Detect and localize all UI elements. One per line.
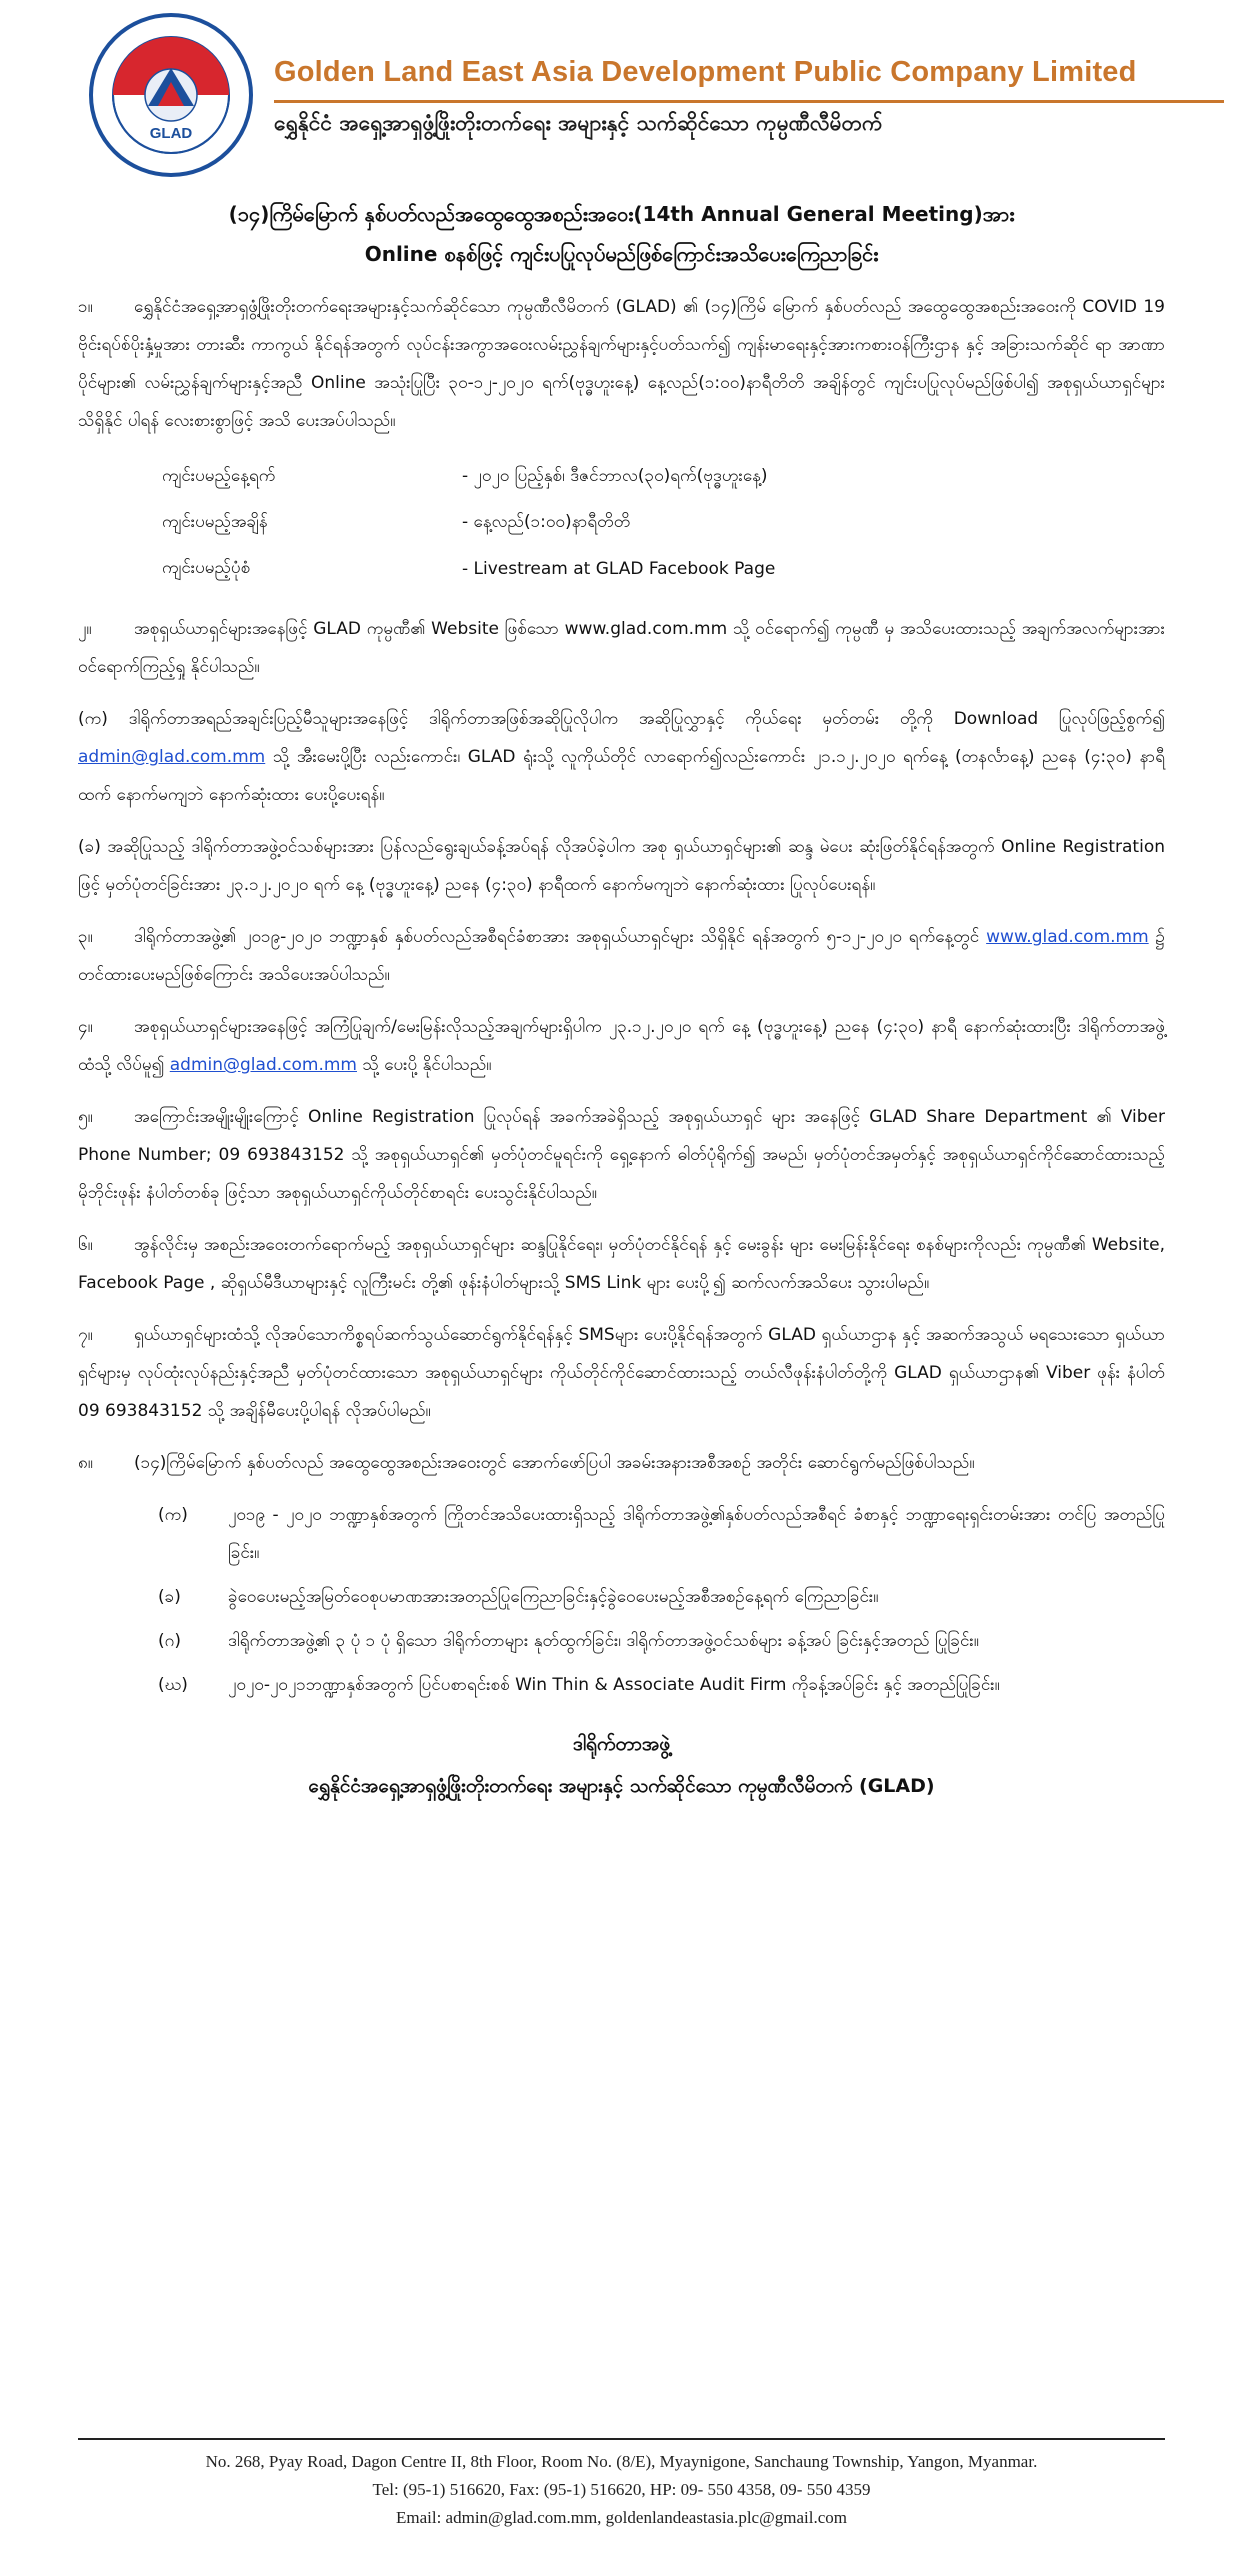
- signature-company: ရွှေနိုင်ငံအရှေ့အာရှဖွံ့ဖြိုးတိုးတက်ရေး အများနှင့် သက်ဆိုင်သော ကုမ္ပဏီလီမိတက် (GLAD): [308, 1775, 935, 1797]
- paragraph-text: အကြောင်းအမျိုးမျိုးကြောင့် Online Registration ပြုလုပ်ရန် အခက်အခဲရှိသည့် အစုရှယ်ယာရှင် များ အနေဖြင့် GLAD Share Department ၏ Viber Phone Number; 09 693843152 သို့ အစုရှယ်ယာရှင်၏ မှတ်ပုံတင်မူရင်းကို ရှေ့နောက် ဓါတ်ပုံရိုက်၍ အမည်၊ မှတ်ပုံတင်အမှတ်နှင့် အစုရှယ်ယာရှင်ကိုင်ဆောင်ထားသည့် မိုဘိုင်းဖုန်း နံပါတ်တစ်ခု ဖြင့်သာ အစုရှယ်ယာရှင်ကိုယ်တိုင်စာရင်း ပေးသွင်းနိုင်ပါသည်။: [78, 1107, 1165, 1203]
- company-logo-icon: [86, 10, 256, 180]
- meeting-date-row: [162, 454, 1165, 500]
- admin-email-link[interactable]: admin@glad.com.mm: [78, 747, 266, 767]
- paragraph-text: ဒါရိုက်တာအဖွဲ့၏ ၂၀၁၉-၂၀၂၀ ဘဏ္ဍာနှစ် နှစ်ပတ်လည်အစီရင်ခံစာအား အစုရှယ်ယာရှင်များ သိရှိနိုင် ရန်အတွက် ၅-၁၂-၂၀၂၀ ရက်နေ့တွင်: [134, 927, 980, 947]
- signature-department: ဒါရိုက်တာအဖွဲ့: [572, 1733, 671, 1755]
- title-line-2: Online စနစ်ဖြင့် ကျင်းပပြုလုပ်မည်ဖြစ်ကြောင်းအသိပေးကြေညာခြင်း: [364, 242, 879, 266]
- paragraph-number: ၁။: [78, 297, 93, 317]
- paragraph-text: (၁၄)ကြိမ်မြောက် နှစ်ပတ်လည် အထွေထွေအစည်းအဝေးတွင် အောက်ဖော်ပြပါ အခမ်းအနားအစီအစဉ် အတိုင်း ဆောင်ရွက်မည်ဖြစ်ပါသည်။: [134, 1453, 975, 1473]
- agenda-mark: (ခ): [158, 1587, 181, 1607]
- paragraph-number: ၂။: [78, 619, 92, 639]
- paragraph-7: [78, 1316, 1165, 1430]
- paragraph-number: ၈။: [78, 1453, 93, 1473]
- title-line-1: (၁၄)ကြိမ်မြောက် နှစ်ပတ်လည်အထွေထွေအစည်းအဝေး(14th Annual General Meeting)အား: [228, 202, 1015, 226]
- agenda-item: [158, 1496, 1165, 1572]
- paragraph-text: အစုရှယ်ယာရှင်များအနေဖြင့် အကြံပြုချက်/မေးမြန်းလိုသည့်အချက်များရှိပါက ၂၃.၁၂.၂၀၂၀ ရက် နေ့ (ဗုဒ္ဓဟူးနေ့) ညနေ (၄:၃၀) နာရီ နောက်ဆုံးထားပြီး ဒါရိုက်တာအဖွဲ့ထံသို့ လိပ်မူ၍: [78, 1017, 1165, 1075]
- paragraph-1: [78, 288, 1165, 440]
- paragraph-number: ၅။: [78, 1107, 93, 1127]
- letterhead: [78, 0, 1165, 190]
- announcement-title: [78, 194, 1165, 274]
- agenda-item: [158, 1666, 1165, 1704]
- agenda-text: ဒါရိုက်တာအဖွဲ့၏ ၃ ပုံ ၁ ပုံ ရှိသော ဒါရိုက်တာများ နုတ်ထွက်ခြင်း၊ ဒါရိုက်တာအဖွဲ့ဝင်သစ်များ ခန့်အပ် ခြင်းနှင့်အတည် ပြုခြင်း။: [228, 1631, 979, 1651]
- paragraph-text: သို့ အီးမေးပို့ပြီး လည်းကောင်း၊ GLAD ရုံးသို့ လူကိုယ်တိုင် လာရောက်၍လည်းကောင်း ၂၁.၁၂.၂၀၂၀ ရက်နေ့ (တနင်္လာနေ့) ညနေ (၄:၃၀) နာရီထက် နောက်မကျဘဲ နောက်ဆုံးထား ပေးပို့ပေးရန်။: [78, 747, 1166, 805]
- meeting-details: [162, 454, 1165, 592]
- detail-label: ကျင်းပမည့်အချိန်: [162, 511, 268, 532]
- agenda-text: ၂၀၁၉ - ၂၀၂၀ ဘဏ္ဍာနှစ်အတွက် ကြိုတင်အသိပေးထားရှိသည့် ဒါရိုက်တာအဖွဲ့၏နှစ်ပတ်လည်အစီရင် ခံစာနှင့် ဘဏ္ဍာရေးရှင်းတမ်းအား တင်ပြ အတည်ပြုခြင်း။: [228, 1505, 1165, 1563]
- paragraph-text: (ခ) အဆိုပြုသည့် ဒါရိုက်တာအဖွဲ့ဝင်သစ်များအား ပြန်လည်ရွေးချယ်ခန့်အပ်ရန် လိုအပ်ခဲ့ပါက အစု ရှယ်ယာရှင်များ၏ ဆန္ဒ မဲပေး ဆုံးဖြတ်နိုင်ရန်အတွက် Online Registration ဖြင့် မှတ်ပုံတင်ခြင်းအား ၂၃.၁၂.၂၀၂၀ ရက် နေ့ (ဗုဒ္ဓဟူးနေ့) ညနေ (၄:၃၀) နာရီထက် နောက်မကျဘဲ နောက်ဆုံးထား ပြုလုပ်ပေးရန်။: [78, 837, 1165, 895]
- paragraph-ka: [78, 700, 1165, 814]
- agenda-item: [158, 1578, 1165, 1616]
- admin-email-link[interactable]: admin@glad.com.mm: [169, 1055, 357, 1075]
- agenda-mark: (ဃ): [158, 1675, 188, 1695]
- paragraph-number: ၄။: [78, 1017, 93, 1037]
- paragraph-text: ရှယ်ယာရှင်များထံသို့ လိုအပ်သောကိစ္စရပ်ဆက်သွယ်ဆောင်ရွက်နိုင်ရန်နှင့် SMSများ ပေးပို့နိုင်ရန်အတွက် GLAD ရှယ်ယာဌာန နှင့် အဆက်အသွယ် မရသေးသော ရှယ်ယာရှင်များမှ လုပ်ထုံးလုပ်နည်းနှင့်အညီ မှတ်ပုံတင်ထားသော အစုရှယ်ယာရှင်များ ကိုယ်တိုင်ကိုင်ဆောင်ထားသည့် တယ်လီဖုန်းနံပါတ်တို့ကို GLAD ရှယ်ယာဌာန၏ Viber ဖုန်း နံပါတ် 09 693843152 သို့ အချိန်မီပေးပို့ပါရန် လိုအပ်ပါမည်။: [78, 1325, 1165, 1421]
- detail-value: - နေ့လည်(၁:၀၀)နာရီတိတိ: [462, 511, 631, 532]
- agenda-mark: (က): [158, 1505, 188, 1525]
- paragraph-text: ရွှေနိုင်ငံအရှေ့အာရှဖွံ့ဖြိုးတိုးတက်ရေးအများနှင့်သက်ဆိုင်သော ကုမ္ပဏီလီမိတက် (GLAD) ၏ (၁၄)ကြိမ် မြောက် နှစ်ပတ်လည် အထွေထွေအစည်းအဝေးကို COVID 19 ဗိုင်းရပ်စ်ပိုးနှံ့မှုအား တားဆီး ကာကွယ် နိုင်ရန်အတွက် လုပ်ငန်းအကွာအဝေးလမ်းညွှန်ချက်များနှင့်ပတ်သက်၍ ကျန်းမာရေးနှင့်အားကစားဝန်ကြီးဌာန နှင့် အခြားသက်ဆိုင် ရာ အာဏာ ပိုင်များ၏ လမ်းညွှန်ချက်များနှင့်အညီ Online အသုံးပြုပြီး ၃၀-၁၂-၂၀၂၀ ရက်(ဗုဒ္ဓဟူးနေ့) နေ့လည်(၁:၀၀)နာရီတိတိ အချိန်တွင် ကျင်းပပြုလုပ်မည်ဖြစ်ပါ၍ အစုရှယ်ယာရှင်များ သိရှိနိုင် ပါရန် လေးစားစွာဖြင့် အသိ ပေးအပ်ပါသည်။: [78, 297, 1165, 431]
- letterhead-footer: [78, 2438, 1165, 2532]
- detail-value: - Livestream at GLAD Facebook Page: [462, 559, 776, 579]
- footer-emails: Email: admin@glad.com.mm, goldenlandeastasia.plc@gmail.com: [395, 2508, 847, 2527]
- footer-phones: Tel: (95-1) 516620, Fax: (95-1) 516620, HP: 09- 550 4358, 09- 550 4359: [372, 2480, 871, 2499]
- meeting-time-row: [162, 500, 1165, 546]
- paragraph-number: ၇။: [78, 1325, 93, 1345]
- agenda-item: [158, 1622, 1165, 1660]
- meeting-format-row: [162, 546, 1165, 592]
- logo-text: GLAD: [149, 125, 193, 142]
- paragraph-kha: [78, 828, 1165, 904]
- paragraph-text: (က) ဒါရိုက်တာအရည်အချင်းပြည့်မီသူများအနေဖြင့် ဒါရိုက်တာအဖြစ်အဆိုပြုလိုပါက အဆိုပြုလွှာနှင့် ကိုယ်ရေး မှတ်တမ်း တို့ကို Download ပြုလုပ်ဖြည့်စွက်၍: [78, 709, 1165, 729]
- detail-label: ကျင်းပမည့်ပုံစံ: [162, 557, 251, 578]
- agenda-text: ခွဲဝေပေးမည့်အမြတ်ဝေစုပမာဏအားအတည်ပြုကြေညာခြင်းနှင့်ခွဲဝေပေးမည့်အစီအစဉ်နေ့ရက် ကြေညာခြင်း။: [228, 1587, 879, 1607]
- company-name-english: Golden Land East Asia Development Public Company Limited: [274, 56, 1224, 89]
- paragraph-text: အစုရှယ်ယာရှင်များအနေဖြင့် GLAD ကုမ္ပဏီ၏ Website ဖြစ်သော www.glad.com.mm သို့ ဝင်ရောက်၍ ကုမ္ပဏီ မှ အသိပေးထားသည့် အချက်အလက်များအား ဝင်ရောက်ကြည့်ရှု နိုင်ပါသည်။: [78, 619, 1165, 677]
- paragraph-2: [78, 610, 1165, 686]
- paragraph-text: ၌ တင်ထားပေးမည်ဖြစ်ကြောင်း အသိပေးအပ်ပါသည်။: [78, 927, 1166, 985]
- paragraph-8: [78, 1444, 1165, 1482]
- paragraph-6: [78, 1226, 1165, 1302]
- paragraph-text: သို့ ပေးပို့ နိုင်ပါသည်။: [362, 1055, 492, 1075]
- paragraph-number: ၃။: [78, 927, 93, 947]
- paragraph-text: အွန်လိုင်းမှ အစည်းအဝေးတက်ရောက်မည့် အစုရှယ်ယာရှင်များ ဆန္ဒပြုနိုင်ရေး၊ မှတ်ပုံတင်နိုင်ရန် နှင့် မေးခွန်း များ မေးမြန်းနိုင်ရေး စနစ်များကိုလည်း ကုမ္ပဏီ၏ Website, Facebook Page , ဆိုရှယ်မီဒီယာများနှင့် လူကြီးမင်း တို့၏ ဖုန်းနံပါတ်များသို့ SMS Link များ ပေးပို့၍ ဆက်လက်အသိပေး သွားပါမည်။: [78, 1235, 1165, 1293]
- agenda-text: ၂၀၂၀-၂၀၂၁ဘဏ္ဍာနှစ်အတွက် ပြင်ပစာရင်းစစ် Win Thin & Associate Audit Firm ကိုခန့်အပ်ခြင်း နှင့် အတည်ပြုခြင်း။: [228, 1675, 1000, 1695]
- detail-value: - ၂၀၂၀ ပြည့်နှစ်၊ ဒီဇင်ဘာလ(၃၀)ရက်(ဗုဒ္ဓဟူးနေ့): [462, 465, 768, 486]
- paragraph-number: ၆။: [78, 1235, 93, 1255]
- paragraph-4: [78, 1008, 1165, 1084]
- footer-address: No. 268, Pyay Road, Dagon Centre II, 8th Floor, Room No. (8/E), Myaynigone, Sanchaung Township, Yangon, Myanmar.: [205, 2452, 1038, 2471]
- paragraph-5: [78, 1098, 1165, 1212]
- website-link[interactable]: www.glad.com.mm: [986, 927, 1149, 947]
- company-name-myanmar: ရွှေနိုင်ငံ အရှေ့အာရှဖွံ့ဖြိုးတိုးတက်ရေး အများနှင့် သက်ဆိုင်သော ကုမ္ပဏီလီမိတက်: [274, 111, 883, 135]
- detail-label: ကျင်းပမည့်နေ့ရက်: [162, 465, 276, 486]
- paragraph-3: [78, 918, 1165, 994]
- header-rule: [274, 100, 1224, 103]
- agenda-mark: (ဂ): [158, 1631, 181, 1651]
- agenda-list: [158, 1496, 1165, 1704]
